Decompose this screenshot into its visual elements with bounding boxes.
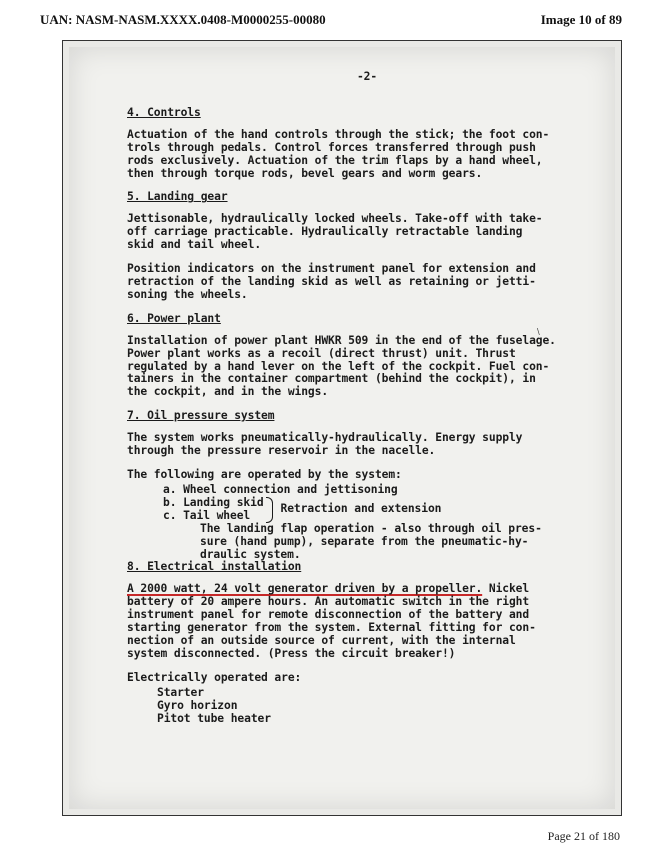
section-oil-pressure xyxy=(127,410,607,561)
bracket-mark xyxy=(266,497,273,523)
list-item: Pitot tube heater xyxy=(157,711,271,725)
red-underlined-text: A 2000 watt, 24 volt generator driven by a propeller. xyxy=(127,582,483,596)
list-item: a. Wheel connection and jettisoning xyxy=(163,482,398,496)
image-counter: Image 10 of 89 xyxy=(540,12,622,27)
operated-list xyxy=(127,469,607,562)
bracket-label: Retraction and extension xyxy=(280,502,442,516)
section-paragraph xyxy=(127,583,607,660)
list-item: Gyro horizon xyxy=(157,698,238,712)
section-heading: 7. Oil pressure system xyxy=(127,409,275,423)
section-controls xyxy=(127,107,607,181)
electric-list xyxy=(127,672,607,726)
typed-document xyxy=(127,67,607,725)
section-paragraph: Installation of power plant HWKR 509 in the end of the fuselage. Power plant works as a recoil (direct thrust) unit. Thrust regulated by a hand lever on the left of the cockpit. Fuel con- tainers in the container compartment (behind the cockpit), in the cockpit, and in the wings. xyxy=(127,333,556,399)
section-landing-gear xyxy=(127,191,607,301)
paragraph-continuation: Nickel battery of 20 ampere hours. An automatic switch in the right instrument panel for remote disconnection of the battery and starting generator from the system. External fitting for con- nection of an outside source of current, with the internal system disconnected. (Press the circuit breaker!) xyxy=(127,582,536,660)
list-intro: The following are operated by the system: xyxy=(127,467,402,481)
section-paragraph: Position indicators on the instrument panel for extension and retraction of the landing skid as well as retaining or jetti- soning the wheels. xyxy=(127,262,536,301)
section-power-plant xyxy=(127,313,607,399)
list-item: b. Landing skid xyxy=(163,495,264,509)
section-heading: 4. Controls xyxy=(127,105,201,119)
list-item: c. Tail wheel xyxy=(163,508,251,522)
section-paragraph: The system works pneumatically-hydraulically. Energy supply through the pressure reservoir in the nacelle. xyxy=(127,431,523,458)
list-note: The landing flap operation - also through oil pres- sure (hand pump), separate from the pneumatic-hy- draulic system. xyxy=(200,521,542,561)
section-heading: 8. Electrical installation xyxy=(127,560,302,574)
section-paragraph: Actuation of the hand controls through the stick; the foot con- trols through pedals. Control forces transferred through push rods exclusively. Actuation of the trim flaps by a hand wheel, then through torque rods, bevel gears and worm gears. xyxy=(127,127,550,180)
archive-header xyxy=(40,10,622,30)
scanned-page xyxy=(62,40,622,816)
list-item: Starter xyxy=(157,685,204,699)
section-paragraph: Jettisonable, hydraulically locked wheels. Take-off with take- off carriage practicable. Hydraulically retractable landing skid and tail wheel. xyxy=(127,212,543,252)
paper-surface xyxy=(69,47,615,809)
page-footer: Page 21 of 180 xyxy=(547,829,620,843)
uan-label: UAN: NASM-NASM.XXXX.0408-M0000255-00080 xyxy=(40,12,326,27)
list-intro: Electrically operated are: xyxy=(127,670,302,684)
bracketed-items xyxy=(163,497,607,523)
scan-speck: \ xyxy=(537,327,540,336)
section-heading: 6. Power plant xyxy=(127,311,221,325)
section-heading: 5. Landing gear xyxy=(127,190,228,204)
section-electrical xyxy=(127,561,607,725)
document-page-number: -2- xyxy=(356,70,378,83)
